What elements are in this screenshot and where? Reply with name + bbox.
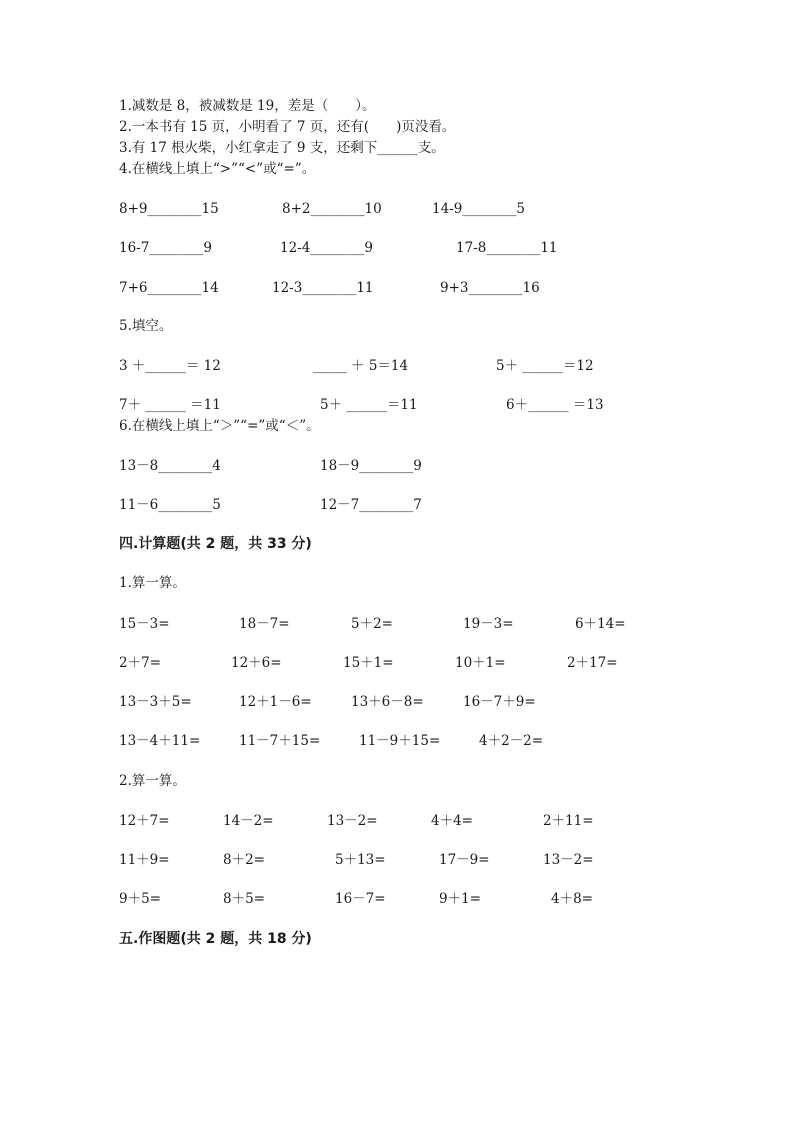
fill-item: 6＋______ ＝13 xyxy=(506,397,604,413)
calc-item: 4＋4= xyxy=(431,813,473,829)
calc-item: 13－2= xyxy=(327,813,378,829)
calc-item: 10＋1= xyxy=(455,655,506,671)
calc-item: 13－4＋11= xyxy=(119,733,201,749)
calc-item: 19－3= xyxy=(463,616,514,632)
fill-item: _____ ＋ 5＝14 xyxy=(313,358,409,374)
calc-item: 15－3= xyxy=(119,616,170,632)
calc-item: 2＋17= xyxy=(567,655,618,671)
calc-item: 4＋2－2= xyxy=(479,733,544,749)
calc-item: 13－2= xyxy=(543,852,594,868)
compare-item: 16-7________9 xyxy=(119,240,212,256)
compare-row xyxy=(0,278,794,298)
calc-item: 9＋1= xyxy=(439,891,481,907)
calc-2-title: 2.算一算。 xyxy=(119,773,186,789)
question-3: 3.有 17 根火柴，小红拿走了 9 支，还剩下______支。 xyxy=(119,140,445,156)
calc-item: 2＋7= xyxy=(119,655,161,671)
compare-item: 17-8________11 xyxy=(456,240,558,256)
compare-item: 8+2________10 xyxy=(282,201,382,217)
compare2-item: 13－8________4 xyxy=(119,458,221,474)
calc-item: 11－9＋15= xyxy=(359,733,441,749)
compare2-item: 12－7________7 xyxy=(320,497,422,513)
compare-item: 12-3________11 xyxy=(272,280,374,296)
compare-item: 12-4________9 xyxy=(280,240,373,256)
fill-row xyxy=(0,395,794,415)
calc2-row xyxy=(0,850,794,870)
compare-row xyxy=(0,238,794,258)
section-5-title: 五.作图题(共 2 题，共 18 分) xyxy=(119,931,312,947)
calc-item: 5＋2= xyxy=(351,616,393,632)
compare2-item: 11－6________5 xyxy=(119,497,221,513)
question-5-title: 5.填空。 xyxy=(119,318,173,334)
question-6-title: 6.在横线上填上“＞”“=”或“＜”。 xyxy=(119,418,320,434)
calc1-row xyxy=(0,614,794,634)
calc1-row xyxy=(0,731,794,751)
calc-1-title: 1.算一算。 xyxy=(119,575,186,591)
calc1-row xyxy=(0,653,794,673)
compare-row xyxy=(0,199,794,219)
calc-item: 16－7= xyxy=(335,891,386,907)
compare-item: 8+9________15 xyxy=(119,201,219,217)
calc1-row xyxy=(0,692,794,712)
compare-item: 9+3________16 xyxy=(440,280,540,296)
compare2-row xyxy=(0,456,794,476)
fill-item: 5＋ ______＝11 xyxy=(320,397,418,413)
calc-item: 9＋5= xyxy=(119,891,161,907)
fill-item: 5＋ ______＝12 xyxy=(496,358,594,374)
calc-item: 6＋14= xyxy=(575,616,626,632)
question-2: 2.一本书有 15 页，小明看了 7 页，还有( )页没看。 xyxy=(119,119,456,135)
calc-item: 12＋1－6= xyxy=(239,694,312,710)
calc-item: 8＋5= xyxy=(223,891,265,907)
calc2-row xyxy=(0,811,794,831)
compare2-row xyxy=(0,495,794,515)
calc-item: 8＋2= xyxy=(223,852,265,868)
calc-item: 2＋11= xyxy=(543,813,594,829)
calc-item: 18－7= xyxy=(239,616,290,632)
fill-item: 3 ＋______＝ 12 xyxy=(119,358,221,374)
calc-item: 4＋8= xyxy=(551,891,593,907)
calc-item: 13－3＋5= xyxy=(119,694,192,710)
question-4: 4.在横线上填上“>”“<”或“=”。 xyxy=(119,161,316,177)
calc-item: 17－9= xyxy=(439,852,490,868)
compare-item: 14-9________5 xyxy=(432,201,525,217)
calc-item: 11＋9= xyxy=(119,852,170,868)
fill-item: 7＋ ______ ＝11 xyxy=(119,397,221,413)
calc-item: 14－2= xyxy=(223,813,274,829)
compare-item: 7+6________14 xyxy=(119,280,219,296)
calc-item: 12＋7= xyxy=(119,813,170,829)
calc-item: 16－7＋9= xyxy=(463,694,536,710)
calc-item: 12＋6= xyxy=(231,655,282,671)
calc-item: 13＋6－8= xyxy=(351,694,424,710)
fill-row xyxy=(0,356,794,376)
section-4-title: 四.计算题(共 2 题，共 33 分) xyxy=(119,536,312,552)
calc2-row xyxy=(0,889,794,909)
compare2-item: 18－9________9 xyxy=(320,458,422,474)
calc-item: 15＋1= xyxy=(343,655,394,671)
question-1: 1.减数是 8，被减数是 19，差是（ ）。 xyxy=(119,98,376,114)
calc-item: 11－7＋15= xyxy=(239,733,321,749)
calc-item: 5＋13= xyxy=(335,852,386,868)
